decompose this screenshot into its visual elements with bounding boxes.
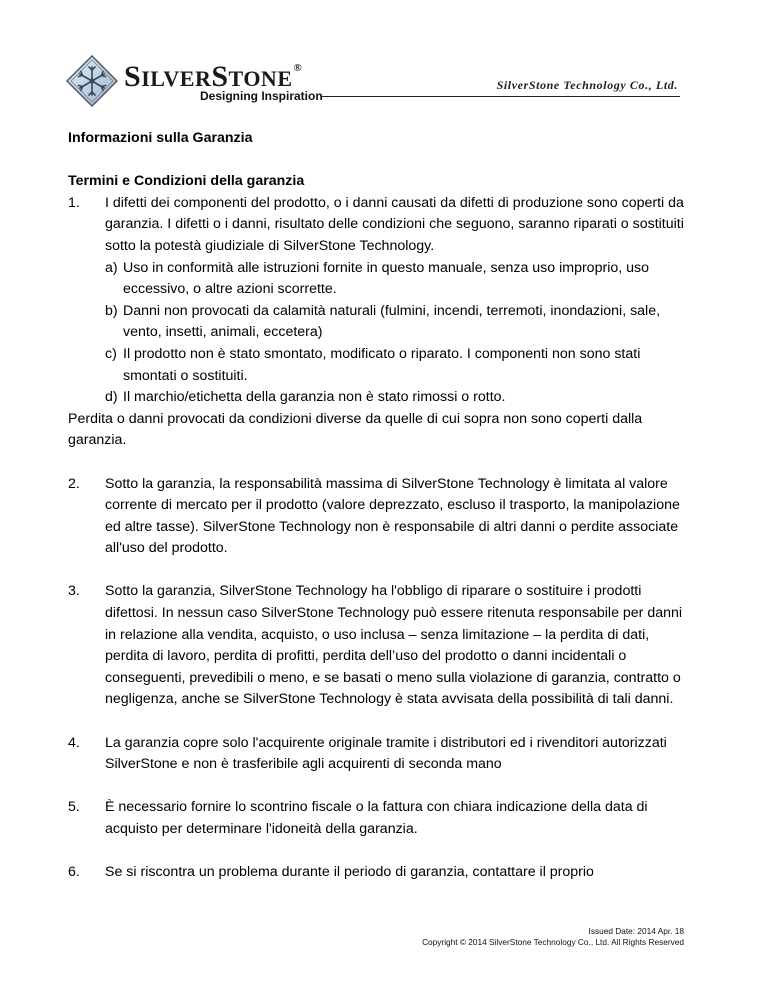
section-title: Informazioni sulla Garanzia [68,130,253,146]
item-text: Sotto la garanzia, la responsabilità massima di SilverStone Technology è limitata al valore corrente di mercato per il prodotto (valore deprezzato, escluso il trasporto, la manipolazione ed altre tasse). SilverStone Technology non è responsabile di altri danni o perdite associate all'uso del prodotto. [105,475,680,557]
sub-item: b) Danni non provocati da calamità naturali (fulmini, incendi, terremoti, inondazioni, sale, vento, insetti, animali, eccetera) [105,302,661,341]
list-item [68,581,690,711]
item-number: 6. [68,864,80,881]
item-text: Se si riscontra un problema durante il periodo di garanzia, contattare il proprio [105,864,594,881]
sub-item: d) Il marchio/etichetta della garanzia non è stato rimossi o rotto. [105,389,506,406]
item-text: È necessario fornire lo scontrino fiscale o la fattura con chiara indicazione della data di acquisto per determinare l'idoneità della garanzia. [105,799,648,837]
brand-tagline: Designing Inspiration [200,89,323,103]
header-divider [322,96,680,97]
sub-item: a) Uso in conformità alle istruzioni fornite in questo manuale, senza uso improprio, uso eccessivo, o altre azioni scorrette. [105,259,649,298]
exclusion-note: Perdita o danni provocati da condizioni diverse da quelle di cui sopra non sono coperti dalla garanzia. [68,410,643,449]
list-item [68,193,690,409]
sub-item: c) Il prodotto non è stato smontato, modificato o riparato. I componenti non sono stati smontati o sostituiti. [105,345,641,384]
issued-date: Issued Date: 2014 Apr. 18 [588,926,684,936]
item-number: 1. [68,194,80,211]
item-number: 5. [68,799,80,816]
document-body [68,128,690,884]
list-item [68,797,690,840]
item-number: 4. [68,734,80,751]
page-footer [422,926,684,948]
brand-wordmark: SILVERSTONE® [124,60,303,93]
company-name: SilverStone Technology Co., Ltd. [496,78,678,92]
terms-title: Termini e Condizioni della garanzia [68,173,305,190]
list-item [68,733,690,776]
item-text: I difetti dei componenti del prodotto, o i danni causati da difetti di produzione sono coperti da garanzia. I difetti o i danni, risultato delle condizioni che seguono, saranno riparati o sostituiti sotto la potestà giudiziale di SilverStone Technology. [105,194,684,254]
list-item [68,862,690,884]
copyright-notice: Copyright © 2014 SilverStone Technology Co., Ltd. All Rights Reserved [422,937,684,947]
item-number: 3. [68,583,80,600]
item-number: 2. [68,475,80,492]
list-item [68,474,690,560]
page-header [0,0,768,110]
item-text: La garanzia copre solo l'acquirente originale tramite i distributori ed i rivenditori autorizzati SilverStone e non è trasferibile agli acquirenti di seconda mano [105,734,667,773]
item-text: Sotto la garanzia, SilverStone Technology ha l'obbligo di riparare o sostituire i prodotti difettosi. In nessun caso SilverStone Technology può essere ritenuta responsabile per danni in relazione alla vendita, acquisto, o uso inclusa – senza limitazione – la perdita di dati, perdita di lavoro, perdita di profitti, perdita dell’uso del prodotto o danni incidentali o conseguenti, prevedibili o meno, e se basati o meno sulla violazione di garanzia, contratto o negligenza, anche se SilverStone Technology è stata avvisata della possibilità di tali danni. [105,583,683,708]
snowflake-logo-icon [66,55,118,107]
